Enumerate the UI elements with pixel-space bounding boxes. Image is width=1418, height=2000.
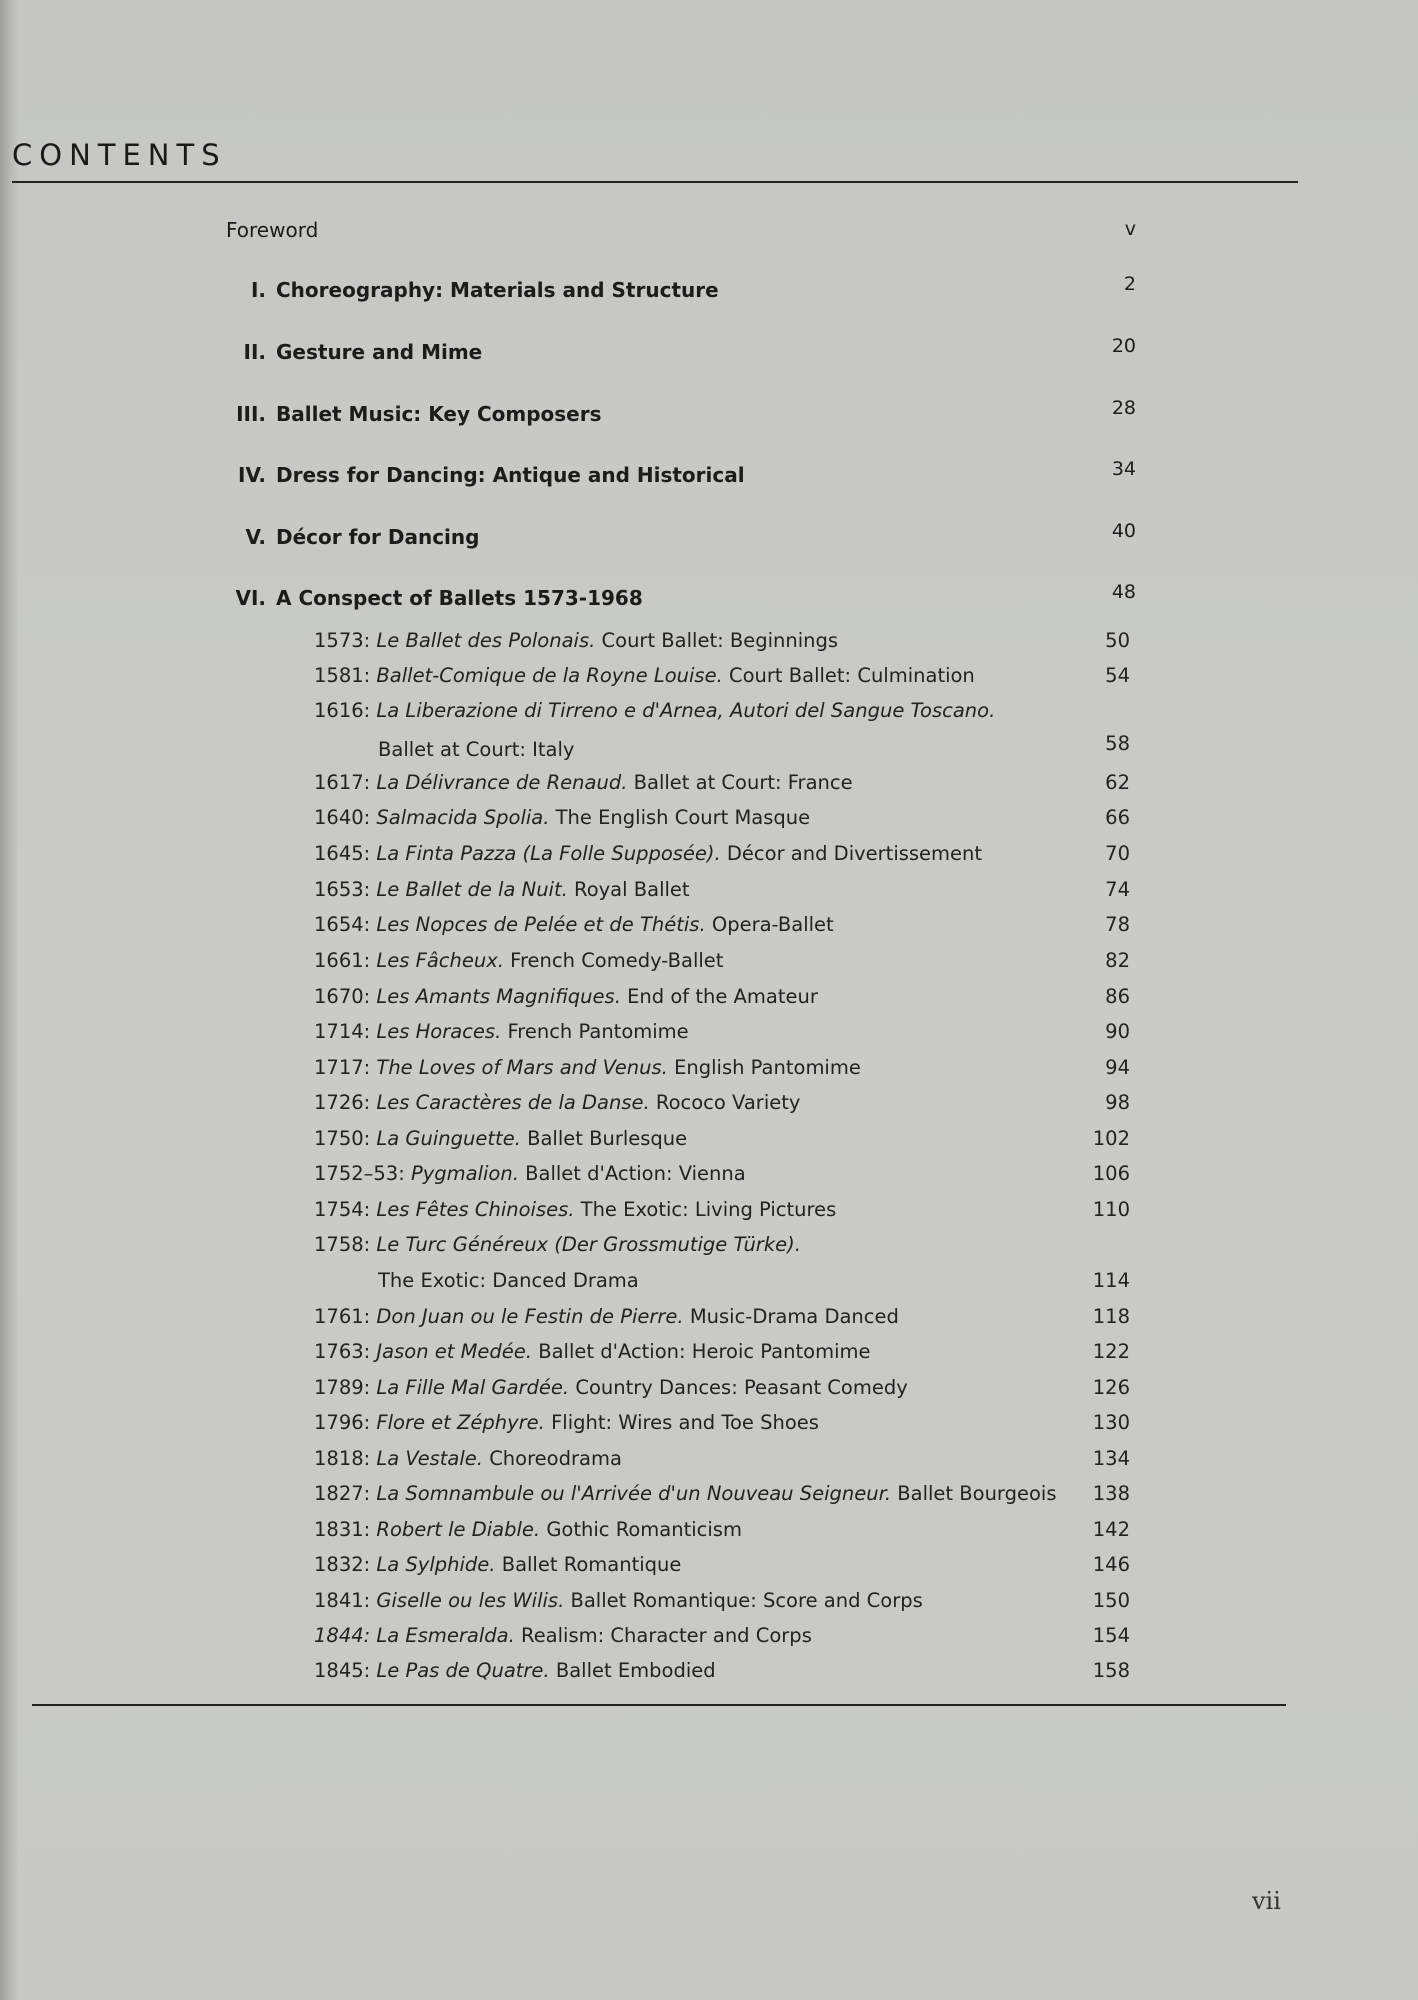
ballet-desc: Ballet Embodied — [555, 1659, 716, 1682]
ballet-year: 1845: — [314, 1659, 371, 1682]
contents-heading: CONTENTS — [12, 138, 227, 172]
ballet-entry — [314, 1624, 1130, 1647]
ballet-year: 1573: — [314, 629, 371, 652]
ballet-work: La Sylphide. — [376, 1553, 496, 1576]
ballet-page: 50 — [1105, 629, 1130, 652]
ballet-work: Don Juan ou le Festin de Pierre. — [376, 1305, 684, 1328]
ballet-year: 1844: — [314, 1624, 371, 1647]
ballet-work: La Liberazione di Tirreno e d'Arnea, Autori del Sangue Toscano. — [376, 699, 996, 722]
ballet-entry — [314, 1659, 1130, 1682]
ballet-work: La Fille Mal Gardée. — [376, 1376, 570, 1399]
ballet-page: 102 — [1092, 1127, 1130, 1150]
ballet-entry — [314, 1518, 1130, 1541]
ballet-desc: Choreodrama — [489, 1447, 622, 1470]
ballet-entry — [314, 985, 1130, 1008]
ballet-entry — [314, 1056, 1130, 1079]
ballet-year: 1761: — [314, 1305, 371, 1328]
ballet-work: Le Pas de Quatre. — [376, 1659, 550, 1682]
ballet-work: Salmacida Spolia. — [376, 806, 550, 829]
ballet-entry — [314, 913, 1130, 936]
chapter-page: 20 — [1111, 335, 1136, 357]
ballet-entry — [314, 1305, 1130, 1328]
ballet-desc: French Pantomime — [507, 1020, 689, 1043]
ballet-page: 122 — [1092, 1340, 1130, 1363]
ballet-entry — [314, 1482, 1130, 1505]
ballet-page: 130 — [1092, 1411, 1130, 1434]
ballet-desc: Ballet Burlesque — [527, 1127, 688, 1150]
ballet-page: 126 — [1092, 1376, 1130, 1399]
ballet-year: 1796: — [314, 1411, 371, 1434]
ballet-year: 1832: — [314, 1553, 371, 1576]
ballet-entry — [314, 806, 1130, 829]
ballet-work: Les Amants Magnifiques. — [376, 985, 621, 1008]
ballet-year: 1763: — [314, 1340, 371, 1363]
ballet-page: 110 — [1092, 1198, 1130, 1221]
ballet-continuation: Ballet at Court: Italy — [378, 738, 575, 761]
page-number: vii — [1252, 1887, 1281, 1915]
ballet-desc: Royal Ballet — [574, 878, 690, 901]
ballet-desc: Ballet Romantique — [501, 1553, 682, 1576]
ballet-work: Robert le Diable. — [376, 1518, 541, 1541]
ballet-page: 90 — [1105, 1020, 1130, 1043]
ballet-desc: Ballet d'Action: Heroic Pantomime — [538, 1340, 871, 1363]
ballet-entry — [314, 771, 1130, 794]
chapter-title: Choreography: Materials and Structure — [276, 278, 719, 302]
ballet-desc: Gothic Romanticism — [546, 1518, 742, 1541]
ballet-year: 1653: — [314, 878, 371, 901]
entry-page: v — [1124, 218, 1136, 240]
chapter-number: II. — [243, 340, 266, 364]
ballet-entry — [314, 949, 1130, 972]
ballet-page: 86 — [1105, 985, 1130, 1008]
ballet-desc: French Comedy-Ballet — [510, 949, 724, 972]
ballet-desc: Ballet d'Action: Vienna — [525, 1162, 746, 1185]
ballet-year: 1726: — [314, 1091, 371, 1114]
ballet-page: 62 — [1105, 771, 1130, 794]
ballet-desc: Ballet Bourgeois — [897, 1482, 1057, 1505]
ballet-year: 1654: — [314, 913, 371, 936]
ballet-entry — [314, 878, 1130, 901]
ballet-work: La Délivrance de Renaud. — [376, 771, 628, 794]
ballet-year: 1617: — [314, 771, 371, 794]
ballet-page: 154 — [1092, 1624, 1130, 1647]
page-gutter-shadow — [0, 0, 18, 2000]
ballet-year: 1827: — [314, 1482, 371, 1505]
ballet-work: Le Ballet de la Nuit. — [376, 878, 568, 901]
ballet-desc: Court Ballet: Beginnings — [601, 629, 839, 652]
ballet-entry — [314, 1411, 1130, 1434]
ballet-page: 106 — [1092, 1162, 1130, 1185]
ballet-entry — [314, 1198, 1130, 1221]
ballet-work: Les Nopces de Pelée et de Thétis. — [376, 913, 706, 936]
ballet-desc: Ballet at Court: France — [633, 771, 853, 794]
ballet-page: 54 — [1105, 664, 1130, 687]
entry-title: Foreword — [226, 218, 319, 242]
ballet-desc: The English Court Masque — [555, 806, 811, 829]
ballet-entry — [314, 1127, 1130, 1150]
ballet-page: 138 — [1092, 1482, 1130, 1505]
ballet-work: La Somnambule ou l'Arrivée d'un Nouveau Seigneur. — [376, 1482, 892, 1505]
ballet-page: 142 — [1092, 1518, 1130, 1541]
ballet-desc: End of the Amateur — [627, 985, 818, 1008]
ballet-work: La Vestale. — [376, 1447, 483, 1470]
bottom-rule — [32, 1704, 1286, 1706]
ballet-work: Les Caractères de la Danse. — [376, 1091, 650, 1114]
chapter-page: 28 — [1111, 397, 1136, 419]
ballet-year: 1717: — [314, 1056, 371, 1079]
ballet-page: 70 — [1105, 842, 1130, 865]
ballet-page: 134 — [1092, 1447, 1130, 1470]
ballet-year: 1831: — [314, 1518, 371, 1541]
top-rule — [12, 181, 1298, 183]
ballet-entry — [314, 1376, 1130, 1399]
ballet-work: Jason et Medée. — [376, 1340, 532, 1363]
ballet-entry — [314, 842, 1130, 865]
ballet-desc: Realism: Character and Corps — [521, 1624, 812, 1647]
ballet-desc: The Exotic: Living Pictures — [580, 1198, 837, 1221]
ballet-page: 114 — [1092, 1269, 1130, 1292]
ballet-year: 1661: — [314, 949, 371, 972]
ballet-entry — [314, 699, 1130, 722]
ballet-work: La Finta Pazza (La Folle Supposée). — [376, 842, 721, 865]
ballet-work: Le Turc Généreux (Der Grossmutige Türke). — [376, 1233, 801, 1256]
ballet-year: 1616: — [314, 699, 371, 722]
ballet-entry — [314, 629, 1130, 652]
ballet-entry — [314, 1020, 1130, 1043]
chapter-number: IV. — [238, 463, 266, 487]
ballet-work: Les Fâcheux. — [376, 949, 504, 972]
chapter-page: 48 — [1111, 581, 1136, 603]
ballet-desc: Music-Drama Danced — [689, 1305, 899, 1328]
chapter-title: Gesture and Mime — [276, 340, 483, 364]
ballet-page: 94 — [1105, 1056, 1130, 1079]
ballet-desc: Décor and Divertissement — [726, 842, 983, 865]
chapter-page: 40 — [1111, 520, 1136, 542]
ballet-year: 1818: — [314, 1447, 371, 1470]
ballet-page: 158 — [1092, 1659, 1130, 1682]
ballet-work: Flore et Zéphyre. — [376, 1411, 545, 1434]
ballet-year: 1670: — [314, 985, 371, 1008]
ballet-entry — [314, 1589, 1130, 1612]
ballet-entry — [314, 1091, 1130, 1114]
ballet-work: La Guinguette. — [376, 1127, 521, 1150]
ballet-continuation: The Exotic: Danced Drama — [378, 1269, 639, 1292]
ballet-year: 1752–53: — [314, 1162, 405, 1185]
ballet-page: 66 — [1105, 806, 1130, 829]
ballet-year: 1754: — [314, 1198, 371, 1221]
ballet-year: 1750: — [314, 1127, 371, 1150]
ballet-entry — [314, 1340, 1130, 1363]
ballet-work: La Esmeralda. — [376, 1624, 515, 1647]
ballet-work: Pygmalion. — [410, 1162, 519, 1185]
chapter-title: Ballet Music: Key Composers — [276, 402, 602, 426]
chapter-title: Décor for Dancing — [276, 525, 480, 549]
ballet-year: 1581: — [314, 664, 371, 687]
ballet-desc: Country Dances: Peasant Comedy — [575, 1376, 908, 1399]
ballet-work: Le Ballet des Polonais. — [376, 629, 596, 652]
ballet-work: Les Fêtes Chinoises. — [376, 1198, 575, 1221]
ballet-page: 82 — [1105, 949, 1130, 972]
ballet-page: 78 — [1105, 913, 1130, 936]
chapter-number: VI. — [235, 586, 266, 610]
ballet-year: 1841: — [314, 1589, 371, 1612]
ballet-desc: Ballet Romantique: Score and Corps — [570, 1589, 923, 1612]
chapter-title: Dress for Dancing: Antique and Historical — [276, 463, 745, 487]
ballet-desc: English Pantomime — [674, 1056, 861, 1079]
chapter-number: III. — [236, 402, 266, 426]
ballet-page: 118 — [1092, 1305, 1130, 1328]
chapter-number: I. — [250, 278, 266, 302]
ballet-desc: Opera-Ballet — [711, 913, 834, 936]
ballet-year: 1645: — [314, 842, 371, 865]
ballet-year: 1640: — [314, 806, 371, 829]
ballet-desc: Court Ballet: Culmination — [728, 664, 975, 687]
ballet-entry — [314, 1162, 1130, 1185]
ballet-page: 150 — [1092, 1589, 1130, 1612]
ballet-page: 98 — [1105, 1091, 1130, 1114]
ballet-year: 1714: — [314, 1020, 371, 1043]
ballet-work: Ballet-Comique de la Royne Louise. — [376, 664, 723, 687]
ballet-page: 58 — [1105, 732, 1130, 755]
ballet-entry — [314, 1447, 1130, 1470]
ballet-work: Les Horaces. — [376, 1020, 502, 1043]
ballet-year: 1789: — [314, 1376, 371, 1399]
ballet-entry — [314, 1233, 1130, 1256]
ballet-work: The Loves of Mars and Venus. — [376, 1056, 668, 1079]
chapter-title: A Conspect of Ballets 1573-1968 — [276, 586, 643, 610]
ballet-entry — [314, 664, 1130, 687]
ballet-year: 1758: — [314, 1233, 371, 1256]
ballet-page: 146 — [1092, 1553, 1130, 1576]
ballet-work: Giselle ou les Wilis. — [376, 1589, 565, 1612]
chapter-number: V. — [245, 525, 266, 549]
chapter-page: 2 — [1123, 273, 1136, 295]
chapter-page: 34 — [1111, 458, 1136, 480]
ballet-entry — [314, 1553, 1130, 1576]
ballet-desc: Rococo Variety — [655, 1091, 801, 1114]
ballet-desc: Flight: Wires and Toe Shoes — [551, 1411, 819, 1434]
ballet-page: 74 — [1105, 878, 1130, 901]
